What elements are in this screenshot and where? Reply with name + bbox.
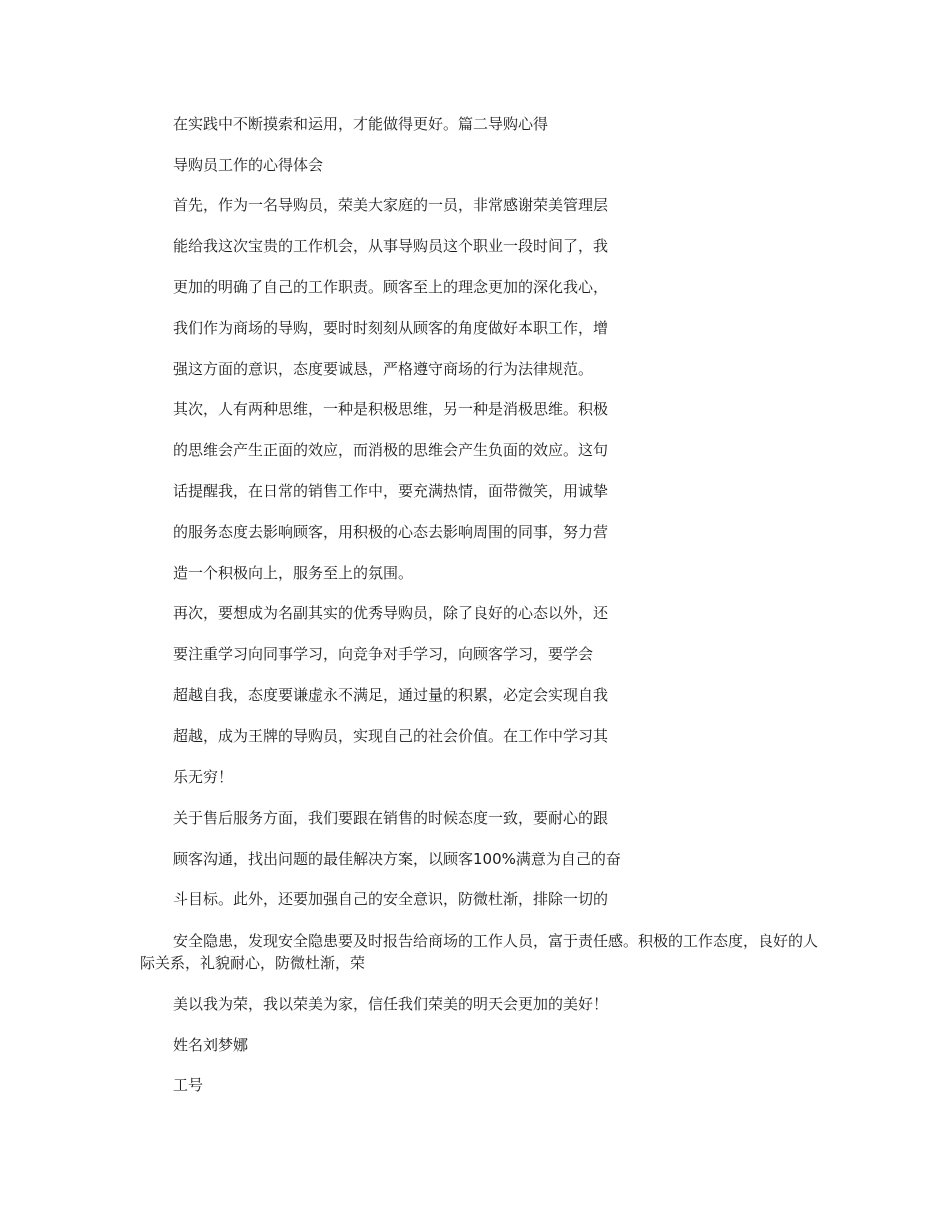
text-line: 超越，成为王牌的导购员，实现自己的社会价值。在工作中学习其 — [173, 727, 609, 745]
text-line: 更加的明确了自己的工作职责。顾客至上的理念更加的深化我心， — [173, 278, 609, 296]
text-line: 话提醒我，在日常的销售工作中，要充满热情，面带微笑，用诚挚 — [173, 482, 609, 500]
text-line: 造一个积极向上，服务至上的氛围。 — [173, 564, 414, 582]
signature-name: 姓名刘梦娜 — [173, 1036, 249, 1054]
text-line: 导购员工作的心得体会 — [173, 156, 324, 174]
text-line: 首先，作为一名导购员，荣美大家庭的一员，非常感谢荣美管理层 — [173, 196, 609, 214]
employee-id-label: 工号 — [173, 1076, 204, 1094]
text-line: 顾客沟通，找出问题的最佳解决方案，以顾客100%满意为自己的奋 — [173, 850, 621, 868]
text-line: 要注重学习向同事学习，向竞争对手学习，向顾客学习，要学会 — [173, 645, 594, 663]
text-line: 在实践中不断摸索和运用，才能做得更好。篇二导购心得 — [173, 115, 549, 133]
text-line: 的服务态度去影响顾客，用积极的心态去影响周围的同事，努力营 — [173, 523, 609, 541]
text-line: 强这方面的意识，态度要诚恳，严格遵守商场的行为法律规范。 — [173, 360, 594, 378]
text-line: 关于售后服务方面，我们要跟在销售的时候态度一致，要耐心的跟 — [173, 809, 609, 827]
text-paragraph: 安全隐患，发现安全隐患要及时报告给商场的工作人员，富于责任感。积极的工作态度，良好的人际关系，礼貌耐心，防微杜渐，荣 — [140, 932, 819, 972]
text-line: 斗目标。此外，还要加强自己的安全意识，防微杜渐，排除一切的 — [173, 890, 609, 908]
text-line: 的思维会产生正面的效应，而消极的思维会产生负面的效应。这句 — [173, 441, 609, 459]
text-line: 美以我为荣，我以荣美为家，信任我们荣美的明天会更加的美好！ — [173, 995, 609, 1013]
text-line: 乐无穷！ — [173, 768, 234, 786]
text-line: 我们作为商场的导购，要时时刻刻从顾客的角度做好本职工作，增 — [173, 319, 609, 337]
text-line: 超越自我，态度要谦虚永不满足，通过量的积累，必定会实现自我 — [173, 686, 609, 704]
text-line: 其次，人有两种思维，一种是积极思维，另一种是消极思维。积极 — [173, 400, 609, 418]
text-line: 再次，要想成为名副其实的优秀导购员，除了良好的心态以外，还 — [173, 604, 609, 622]
text-line: 能给我这次宝贵的工作机会，从事导购员这个职业一段时间了，我 — [173, 237, 609, 255]
